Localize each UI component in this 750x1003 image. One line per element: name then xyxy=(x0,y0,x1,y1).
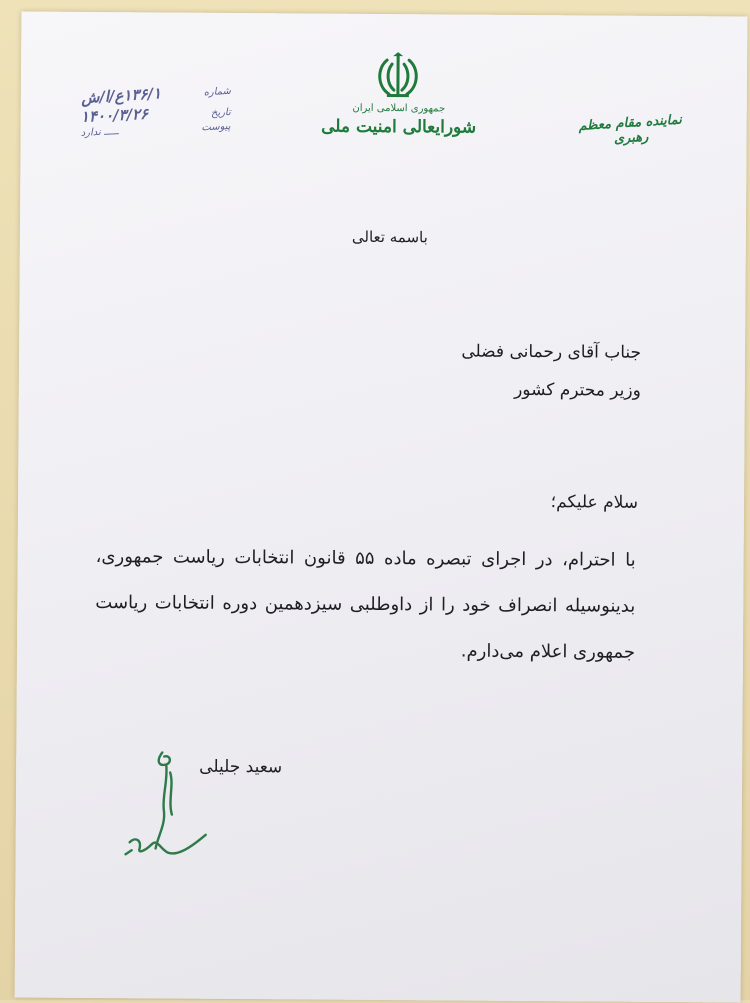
letter-page xyxy=(15,11,748,1002)
salutation: باسمه تعالی xyxy=(351,227,428,247)
addressee-name: جناب آقای رحمانی فضلی xyxy=(461,341,642,363)
council-name: شورایعالی امنیت ملی xyxy=(321,116,477,138)
stamp-date-value: ۱۴۰۰/۳/۲۶ xyxy=(80,104,149,126)
stamp-attachment-value: ـــــ ندارد xyxy=(80,126,119,139)
letter-body: با احترام، در اجرای تبصره ماده ۵۵ قانون انتخابات ریاست جمهوری، بدینوسیله انصراف خود را از داوطلبی سیزدهمین دوره انتخابات ریاست جمهوری اعلام می‌دارم. xyxy=(95,546,636,663)
stamp-date-label: تاریخ xyxy=(210,107,232,119)
signer-name: سعید جلیلی xyxy=(199,756,283,778)
stamp-attachment-label: پیوست xyxy=(201,121,231,134)
addressee-title: وزیر محترم کشور xyxy=(514,379,641,401)
representative-line: نماینده مقام معظم رهبری xyxy=(578,112,683,147)
letterhead xyxy=(289,101,509,140)
registration-stamp xyxy=(80,84,232,139)
handwritten-signature-icon xyxy=(122,744,223,863)
stamp-number-label: شماره xyxy=(203,85,232,99)
republic-name: جمهوری اسلامی ایران xyxy=(352,102,446,115)
addressee-block xyxy=(461,333,641,410)
iran-emblem-icon xyxy=(373,52,423,100)
greeting: سلام علیکم؛ xyxy=(550,492,639,513)
stamp-number-value: ۱۳۶/۱ع/ا/ش xyxy=(80,84,162,108)
